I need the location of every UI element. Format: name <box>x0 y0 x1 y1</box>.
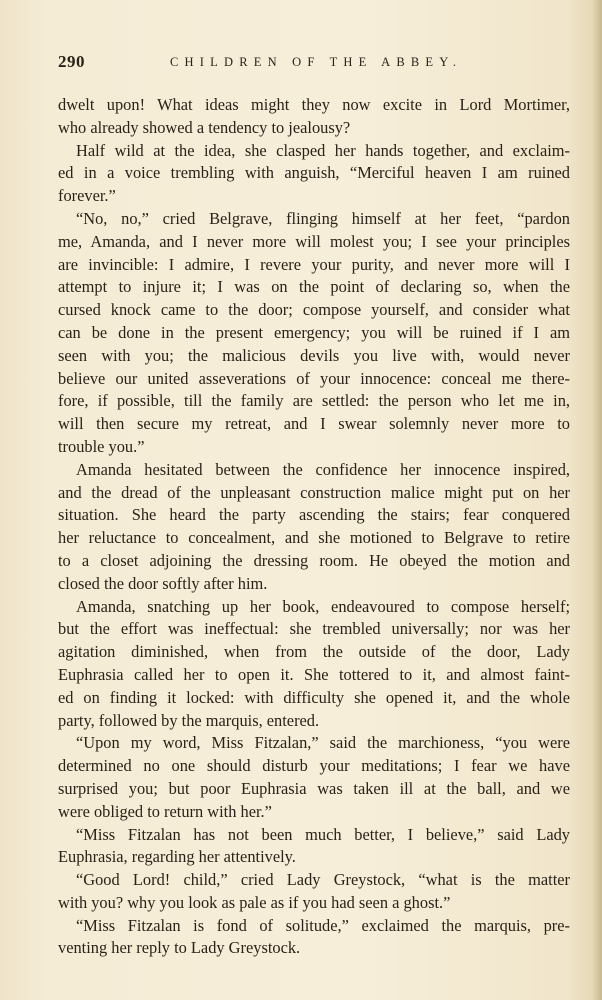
text-line: Euphrasia called her to open it. She tottered to it, and almost faint- <box>58 664 570 684</box>
text-line: dwelt upon! What ideas might they now excite in Lord Mortimer, <box>58 95 570 114</box>
text-line: seen with you; the malicious devils you live with, would never <box>58 345 570 365</box>
text-line: “No, no,” cried Belgrave, flinging himself at her feet, “pardon <box>76 208 570 228</box>
text-line: cursed knock came to the door; compose yourself, and consider what <box>58 300 570 320</box>
text-line: Half wild at the idea, she clasped her hands together, and exclaim- <box>76 140 570 160</box>
text-line: forever.” <box>58 186 116 206</box>
text-line: ed in a voice trembling with anguish, “Merciful heaven I am ruined <box>58 163 570 183</box>
text-line: fore, if possible, till the family are settled: the person who let me in, <box>58 391 570 411</box>
text-line: and the dread of the unpleasant construction malice might put on her <box>58 482 570 502</box>
text-line: believe our united asseverations of your innocence: conceal me there- <box>58 368 570 388</box>
page-number: 290 <box>58 52 85 71</box>
text-line: but the effort was ineffectual: she trembled universally; nor was her <box>58 619 570 639</box>
text-line: can be done in the present emergency; you will be ruined if I am <box>58 322 570 342</box>
text-line: will then secure my retreat, and I swear solemnly never more to <box>58 414 570 434</box>
text-line: party, followed by the marquis, entered. <box>58 710 320 730</box>
text-line: Euphrasia, regarding her attentively. <box>58 847 296 867</box>
page-edge-shadow <box>592 0 602 1000</box>
text-line: closed the door softly after him. <box>58 573 268 593</box>
page-header <box>58 52 570 74</box>
text-line: “Upon my word, Miss Fitzalan,” said the marchioness, “you were <box>76 733 570 753</box>
text-line: ed on finding it locked: with difficulty she opened it, and the whole <box>58 687 570 707</box>
text-line: situation. She heard the party ascending the stairs; fear conquered <box>58 505 570 525</box>
text-line: her reluctance to concealment, and she motioned to Belgrave to retire <box>58 528 570 548</box>
running-title: CHILDREN OF THE ABBEY. <box>170 55 463 69</box>
text-line: are invincible: I admire, I revere your purity, and never more will I <box>58 254 570 274</box>
text-line: “Miss Fitzalan is fond of solitude,” exclaimed the marquis, pre- <box>76 915 570 935</box>
text-line: venting her reply to Lady Greystock. <box>58 938 301 958</box>
text-line: determined no one should disturb your meditations; I fear we have <box>58 756 570 776</box>
text-line: surprised you; but poor Euphrasia was taken ill at the ball, and we <box>58 778 570 798</box>
text-line: “Miss Fitzalan has not been much better, I believe,” said Lady <box>76 824 570 844</box>
text-line: me, Amanda, and I never more will molest you; I see your principles <box>58 231 570 251</box>
text-line: who already showed a tendency to jealousy? <box>58 117 351 137</box>
text-line: Amanda, snatching up her book, endeavoured to compose herself; <box>76 596 570 616</box>
body-text <box>58 94 570 960</box>
text-line: were obliged to return with her.” <box>58 801 272 821</box>
text-line: attempt to injure it; I was on the point of declaring so, when the <box>58 277 570 297</box>
text-line: trouble you.” <box>58 436 145 456</box>
text-line: agitation diminished, when from the outside of the door, Lady <box>58 642 570 662</box>
text-line: “Good Lord! child,” cried Lady Greystock, “what is the matter <box>76 870 570 890</box>
text-line: with you? why you look as pale as if you had seen a ghost.” <box>58 892 451 912</box>
text-line: to a closet adjoining the dressing room. He obeyed the motion and <box>58 550 570 570</box>
text-line: Amanda hesitated between the confidence her innocence inspired, <box>76 459 570 479</box>
